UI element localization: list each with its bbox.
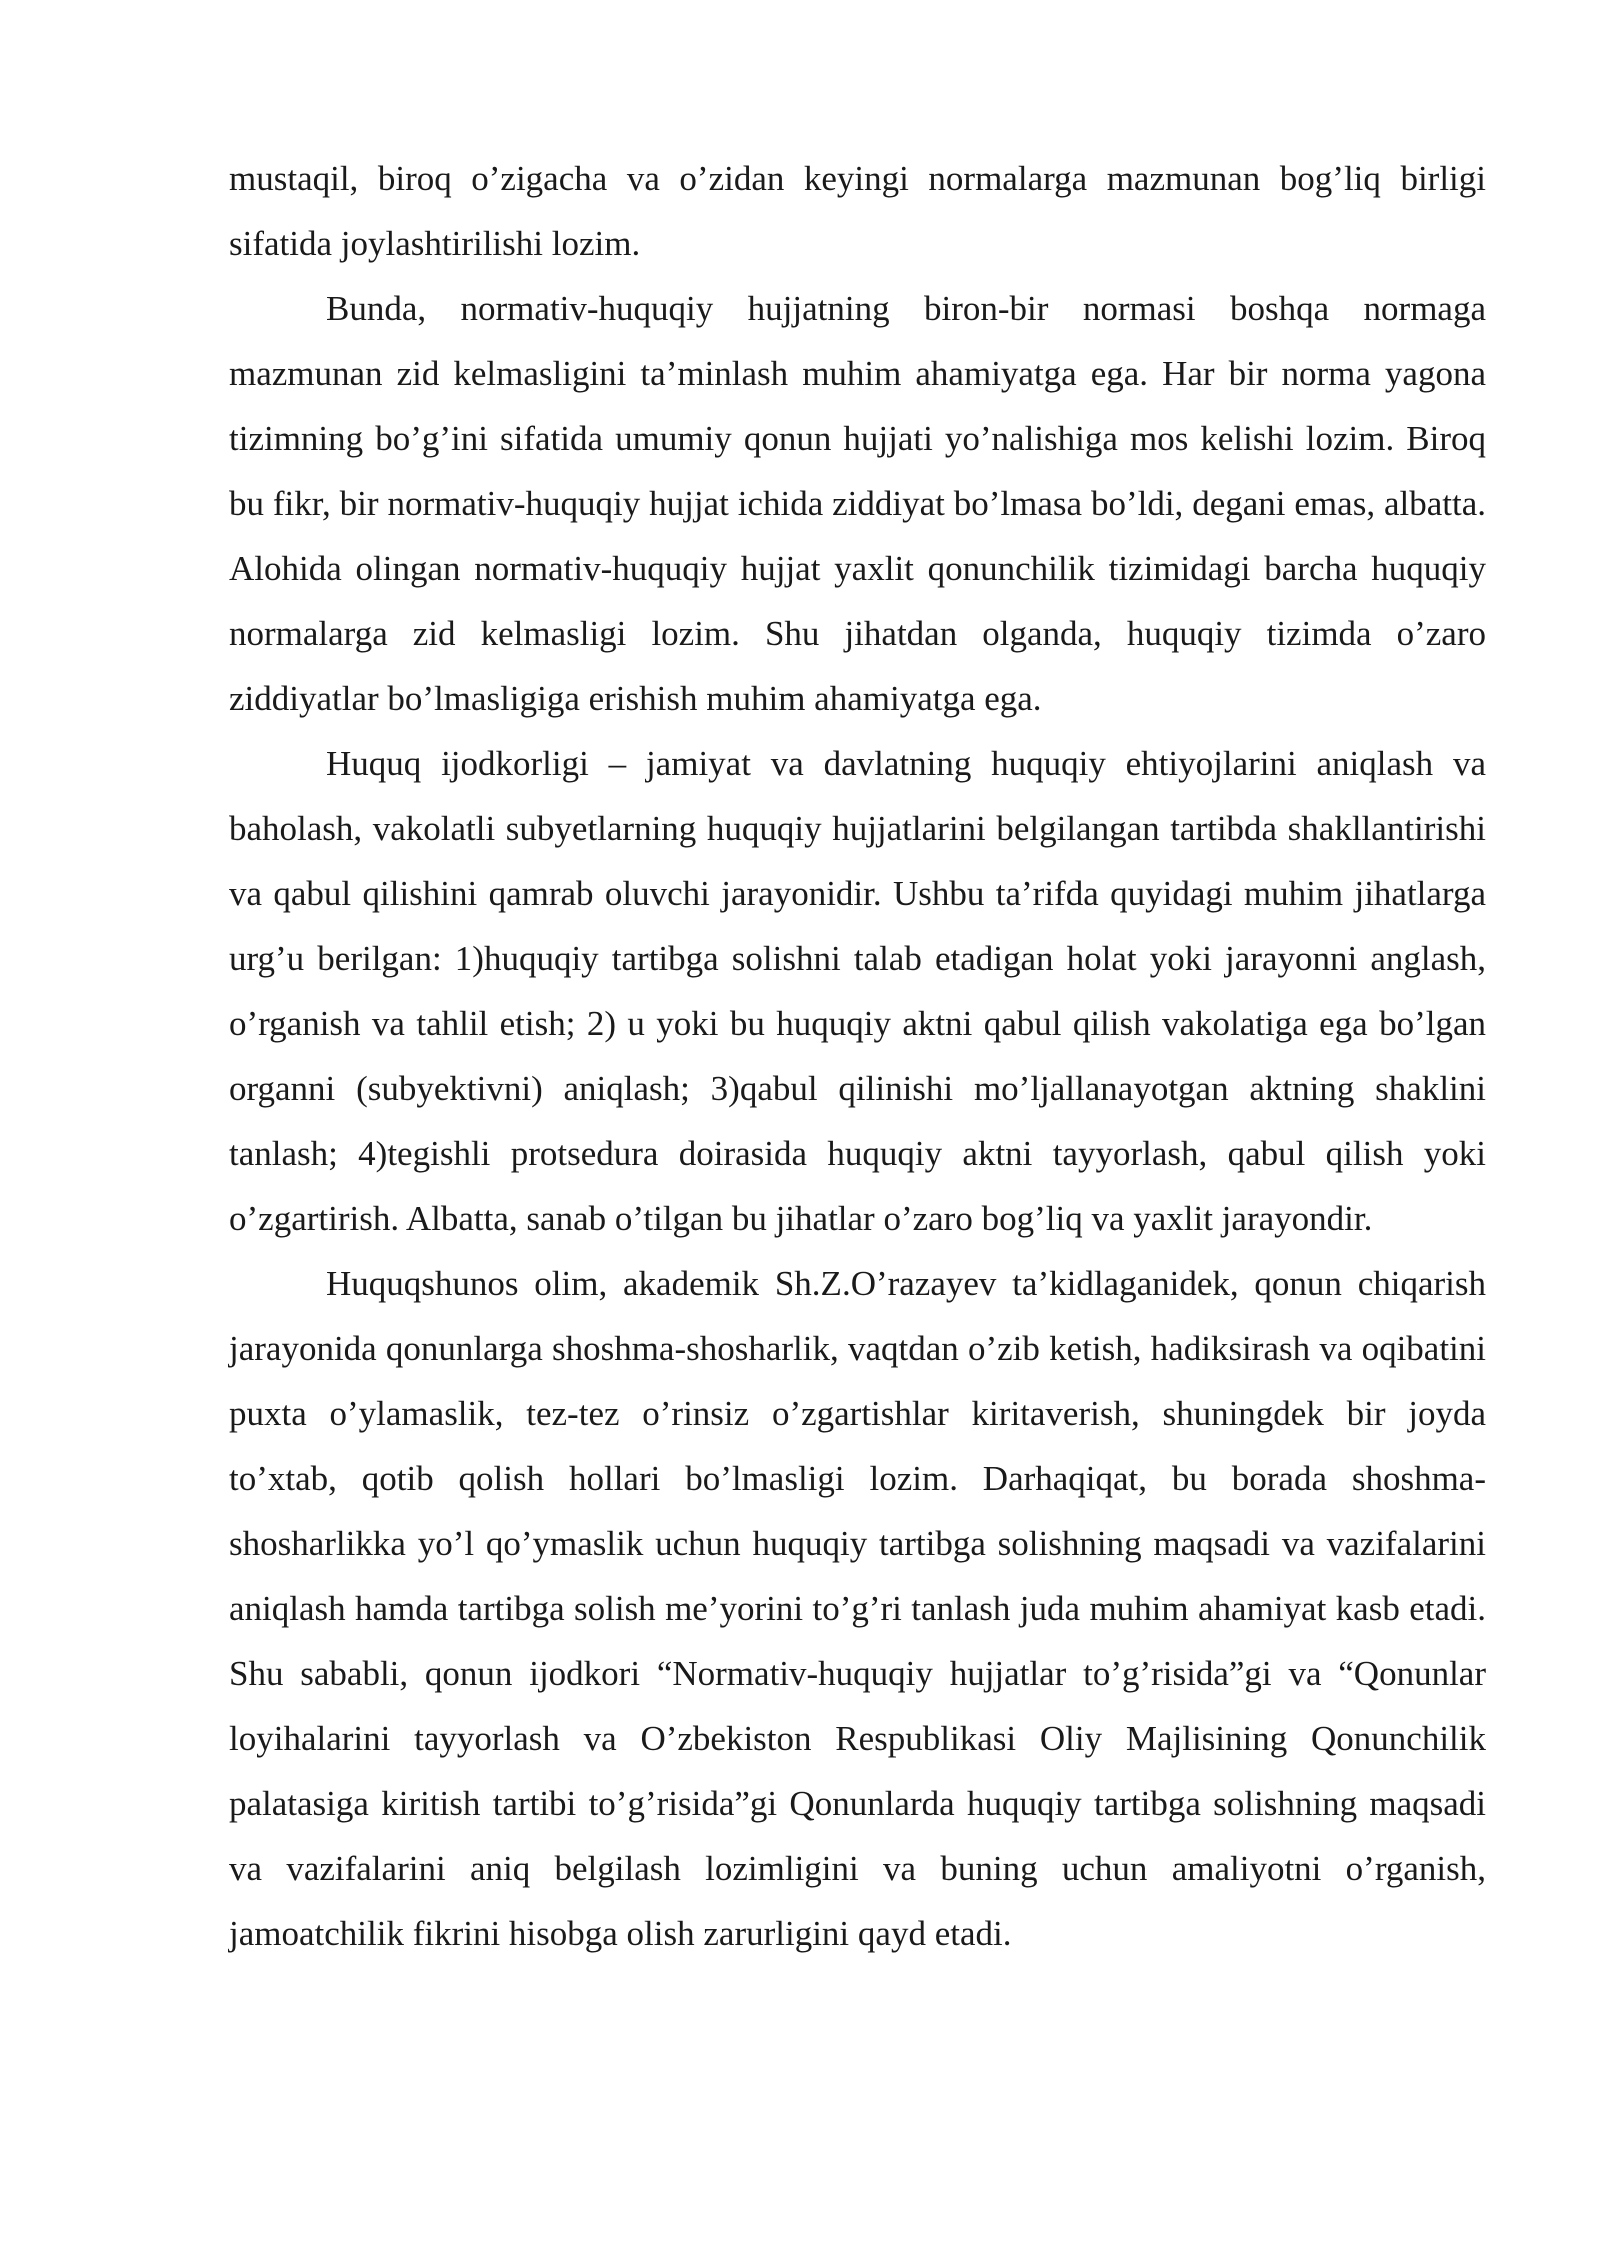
paragraph-continuation: mustaqil, biroq o’zigacha va o’zidan keyingi normalarga mazmunan bog’liq birligi sifatida joylashtirilishi lozim. — [229, 159, 1486, 263]
document-page — [229, 146, 1486, 1966]
paragraph-normative-consistency: Bunda, normativ-huquqiy hujjatning biron-bir normasi boshqa normaga mazmunan zid kelmasligini ta’minlash muhim ahamiyatga ega. Har bir norma yagona tizimning bo’g’ini sifatida umumiy qonun hujjati yo’nalishiga mos kelishi lozim. Biroq bu fikr, bir normativ-huquqiy hujjat ichida ziddiyat bo’lmasa bo’ldi, degani emas, albatta. Alohida olingan normativ-huquqiy hujjat yaxlit qonunchilik tizimidagi barcha huquqiy normalarga zid kelmasligi lozim. Shu jihatdan olganda, huquqiy tizimda o’zaro ziddiyatlar bo’lmasligiga erishish muhim ahamiyatga ega. — [229, 289, 1486, 718]
paragraph-law-making-definition: Huquq ijodkorligi – jamiyat va davlatning huquqiy ehtiyojlarini aniqlash va baholash, vakolatli subyetlarning huquqiy hujjatlarini belgilangan tartibda shakllantirishi va qabul qilishini qamrab oluvchi jarayonidir. Ushbu ta’rifda quyidagi muhim jihatlarga urg’u berilgan: 1)huquqiy tartibga solishni talab etadigan holat yoki jarayonni anglash, o’rganish va tahlil etish; 2) u yoki bu huquqiy aktni qabul qilish vakolatiga ega bo’lgan organni (subyektivni) aniqlash; 3)qabul qilinishi mo’ljallanayotgan aktning shaklini tanlash; 4)tegishli protsedura doirasida huquqiy aktni tayyorlash, qabul qilish yoki o’zgartirish. Albatta, sanab o’tilgan bu jihatlar o’zaro bog’liq va yaxlit jarayondir. — [229, 744, 1486, 1238]
paragraph-academic-quote: Huquqshunos olim, akademik Sh.Z.O’razayev ta’kidlaganidek, qonun chiqarish jarayonida qonunlarga shoshma-shosharlik, vaqtdan o’zib ketish, hadiksirash va oqibatini puxta o’ylamaslik, tez-tez o’rinsiz o’zgartishlar kiritaverish, shuningdek bir joyda to’xtab, qotib qolish hollari bo’lmasligi lozim. Darhaqiqat, bu borada shoshma-shosharlikka yo’l qo’ymaslik uchun huquqiy tartibga solishning maqsadi va vazifalarini aniqlash hamda tartibga solish me’yorini to’g’ri tanlash juda muhim ahamiyat kasb etadi. Shu sababli, qonun ijodkori “Normativ-huquqiy hujjatlar to’g’risida”gi va “Qonunlar loyihalarini tayyorlash va O’zbekiston Respublikasi Oliy Majlisining Qonunchilik palatasiga kiritish tartibi to’g’risida”gi Qonunlarda huquqiy tartibga solishning maqsadi va vazifalarini aniq belgilash lozimligini va buning uchun amaliyotni o’rganish, jamoatchilik fikrini hisobga olish zarurligini qayd etadi. — [229, 1264, 1486, 1953]
